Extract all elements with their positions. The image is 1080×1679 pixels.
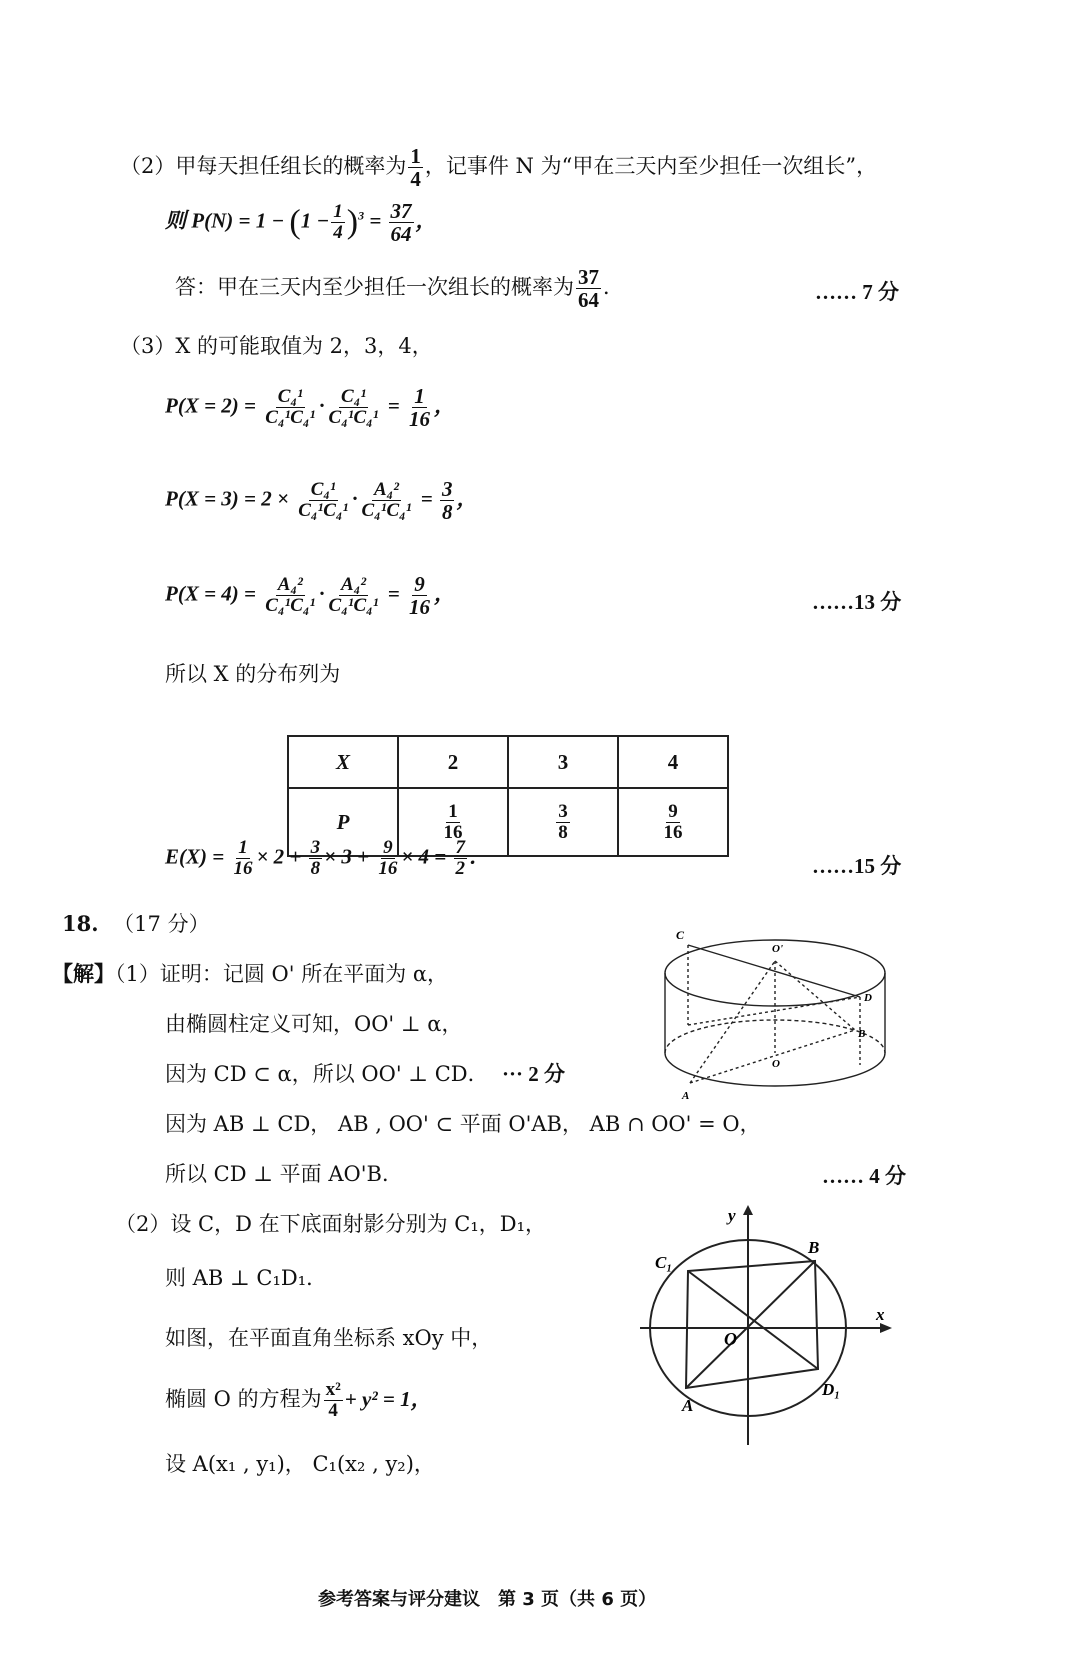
cyl-label-b: B <box>858 1028 866 1040</box>
q18-part2-line1: （2）设 C，D 在下底面射影分别为 C₁，D₁， <box>115 1212 547 1236</box>
frac-num: C₄¹ <box>341 386 367 408</box>
cyl-label-a: A <box>682 1090 690 1102</box>
frac-den: 16 <box>408 407 430 432</box>
fraction-1-4 <box>408 145 423 190</box>
cyl-label-otop: O' <box>772 943 783 955</box>
score-7: …… 7 分 <box>815 280 899 304</box>
answer-text: 答：甲在三天内至少担任一次组长的概率为 <box>175 275 574 300</box>
q18-l1-text: （1）证明：记圆 O' 所在平面为 α， <box>115 962 449 986</box>
frac-num: 37 <box>390 199 412 223</box>
eq-frac <box>263 575 317 616</box>
frac-num: x² <box>325 1379 341 1400</box>
calc-inner: 1 − <box>300 208 330 233</box>
score-4: …… 4 分 <box>822 1164 906 1188</box>
eq-lhs: P(X = 3) = 2 × <box>165 486 289 511</box>
point-label-a: A <box>682 1396 694 1415</box>
frac-num: 1 <box>238 837 248 858</box>
answer-frac <box>576 266 601 311</box>
frac-den: 16 <box>663 821 683 843</box>
expect-frac <box>231 838 254 879</box>
frac-num: A₄² <box>277 574 303 596</box>
segment-ab <box>690 1030 855 1083</box>
table-cell: P <box>288 788 398 856</box>
point-label-o: O <box>724 1329 737 1349</box>
frac-den: C₄¹C₄¹ <box>328 595 379 617</box>
expect-lhs: E(X) = <box>165 844 225 869</box>
score-2: ··· 2 分 <box>501 1062 565 1086</box>
eq-px3: P(X = 3) = 2 × $\frac{\text{C₄¹}}{\text{C₄¹C₄¹}}$ · $\frac{\text{A₄²}}{\text{C₄¹C₄¹}}$ = $\frac{3}{8}$ ， <box>165 477 478 525</box>
ellipse-eq-suffix: + y² = 1， <box>344 1386 432 1411</box>
frac-den: 8 <box>310 857 321 879</box>
ellipse-eq-frac <box>324 1380 343 1421</box>
cyl-label-d: D <box>864 992 872 1004</box>
q18-number: 18. <box>62 911 99 936</box>
q18-part2-line3: 如图，在平面直角坐标系 xOy 中， <box>165 1326 493 1350</box>
eq-frac <box>327 575 381 616</box>
frac-num: 9 <box>668 800 678 822</box>
frac-den: 4 <box>328 1399 338 1421</box>
q18-line3 <box>165 1058 565 1088</box>
frac-den: 16 <box>378 857 398 879</box>
q18-part2-line2: 则 AB ⊥ C₁D₁． <box>165 1266 328 1290</box>
pn-calculation: 则 P(N) = 1 − (1 − $\frac{1}{4}$ )$^3$ = $\frac{37}{64}$ ， <box>165 199 437 247</box>
x-arrow-icon <box>880 1323 892 1333</box>
q18-points: （17 分） <box>113 912 210 936</box>
point-label-b: B <box>808 1238 820 1257</box>
frac-num: 37 <box>578 265 599 289</box>
frac-num: 1 <box>448 800 458 822</box>
expectation: E(X) = $\frac{1}{16}$ × 2 + $\frac{3}{8}$ × 3 + $\frac{9}{16}$ × 4 = $\frac{7}{2}$ ． <box>165 837 491 879</box>
q18-header <box>62 908 210 938</box>
q18-line1 <box>52 958 448 988</box>
eq-frac <box>263 387 317 428</box>
table-row <box>288 736 728 788</box>
eq-result <box>440 478 455 523</box>
page-footer: 参考答案与评分建议 第 3 页（共 6 页） <box>318 1589 657 1610</box>
frac-den: C₄¹C₄¹ <box>265 407 316 429</box>
y-arrow-icon <box>743 1205 753 1215</box>
part2-answer: 答：甲在三天内至少担任一次组长的概率为 $\frac{37}{64}$ ． <box>175 265 624 313</box>
dist-intro: 所以 X 的分布列为 <box>165 662 341 686</box>
eq-frac <box>296 480 350 521</box>
frac-num: 9 <box>414 572 425 596</box>
table-cell: 4 <box>618 736 728 788</box>
table-cell <box>618 788 728 856</box>
segment-ob <box>775 961 855 1030</box>
score-13: ……13 分 <box>812 590 902 614</box>
frac-num: 1 <box>333 201 343 223</box>
table-cell <box>508 788 618 856</box>
solution-tag: 【解】 <box>52 961 115 986</box>
eq-frac <box>359 480 413 521</box>
frac-num: C₄¹ <box>277 386 303 408</box>
cell-frac <box>556 802 570 843</box>
frac-den: 16 <box>233 857 253 879</box>
q18-line5: 所以 CD ⊥ 平面 AO'B． <box>165 1162 403 1186</box>
expect-op: × 4 = <box>401 844 447 869</box>
frac-num: 3 <box>441 477 453 501</box>
frac-den: 4 <box>333 222 343 244</box>
bottom-back-arc <box>665 1020 885 1053</box>
part2-intro-a: （2）甲每天担任组长的概率为 <box>120 154 407 179</box>
frac-den: 16 <box>408 595 430 620</box>
frac-num: A₄² <box>373 479 399 501</box>
eq-px4: P(X = 4) = $\frac{\text{A₄²}}{\text{C₄¹C₄¹}}$ · $\frac{\text{A₄²}}{\text{C₄¹C₄¹}}$ = $\frac{9}{16}$ ， <box>165 572 455 620</box>
frac-den: C₄¹C₄¹ <box>265 595 316 617</box>
q18-line2: 由椭圆柱定义可知，OO' ⊥ α， <box>165 1012 463 1036</box>
calc-prefix: 则 P(N) = 1 − <box>165 208 285 233</box>
frac-den: 8 <box>441 500 453 525</box>
score-15: ……15 分 <box>812 854 902 878</box>
expect-op: × 3 + <box>324 844 370 869</box>
frac-den: C₄¹C₄¹ <box>361 500 412 522</box>
table-cell: 2 <box>398 736 508 788</box>
eq-frac <box>327 387 381 428</box>
part2-intro-line <box>120 145 877 190</box>
frac-num: 7 <box>455 837 466 858</box>
elliptic-cylinder-figure <box>660 925 890 1105</box>
q18-line4: 因为 AB ⊥ CD， AB , OO' ⊂ 平面 O'AB， AB ∩ OO' = O， <box>165 1112 761 1136</box>
eq-px2: P(X = 2) = $\frac{\text{C₄¹}}{\text{C₄¹C₄¹}}$ · $\frac{\text{C₄¹}}{\text{C₄¹C₄¹}}$ = $\frac{1}{16}$ ， <box>165 384 455 432</box>
expect-frac <box>309 838 323 879</box>
axis-label-x: x <box>876 1305 885 1324</box>
q18-l3-text: 因为 CD ⊂ α，所以 OO' ⊥ CD． <box>165 1062 489 1086</box>
calc-exponent: 3 <box>358 208 365 223</box>
cell-frac <box>662 802 685 843</box>
part2-intro-b: ，记事件 N 为“甲在三天内至少担任一次组长”， <box>424 154 878 179</box>
ellipse-coordinate-figure <box>640 1205 930 1455</box>
frac-den: C₄¹C₄¹ <box>298 500 349 522</box>
table-cell: X <box>288 736 398 788</box>
cyl-label-o: O <box>772 1058 780 1070</box>
cyl-label-c: C <box>676 928 685 942</box>
frac-den: 64 <box>578 288 599 313</box>
eq-lhs: P(X = 4) = <box>165 581 257 606</box>
axis-label-y: y <box>728 1206 736 1225</box>
frac-den: 2 <box>455 857 466 879</box>
frac-num: 1 <box>410 144 421 168</box>
diagonal-ab <box>686 1261 815 1388</box>
ellipse-eq-prefix: 椭圆 O 的方程为 <box>165 1386 322 1411</box>
q18-part2-line4 <box>165 1380 432 1421</box>
frac-den: 4 <box>410 167 421 192</box>
frac-den: 64 <box>390 222 412 247</box>
eq-result <box>407 385 432 430</box>
frac-den: C₄¹C₄¹ <box>328 407 379 429</box>
calc-inner-frac <box>331 202 345 243</box>
frac-num: A₄² <box>341 574 367 596</box>
table-cell: 3 <box>508 736 618 788</box>
frac-den: 16 <box>443 821 463 843</box>
segment-ao <box>690 961 775 1083</box>
point-label-d1: D₁ <box>822 1380 841 1399</box>
point-label-c1: C₁ <box>655 1253 673 1272</box>
expect-frac <box>376 838 399 879</box>
frac-num: 9 <box>383 837 393 858</box>
eq-result <box>407 573 432 618</box>
diagonal-c1d1 <box>688 1271 818 1369</box>
frac-num: 3 <box>310 837 321 858</box>
frac-den: 8 <box>558 821 568 843</box>
part3-intro: （3）X 的可能取值为 2，3，4， <box>120 334 433 358</box>
q18-part2-line5: 设 A(x₁ , y₁)， C₁(x₂ , y₂)， <box>165 1452 435 1476</box>
frac-num: 1 <box>414 384 425 408</box>
expect-result <box>454 838 468 879</box>
eq-lhs: P(X = 2) = <box>165 393 257 418</box>
expect-op: × 2 + <box>256 844 302 869</box>
calc-result-frac <box>389 200 414 245</box>
frac-num: C₄¹ <box>310 479 336 501</box>
frac-num: 3 <box>558 800 568 822</box>
